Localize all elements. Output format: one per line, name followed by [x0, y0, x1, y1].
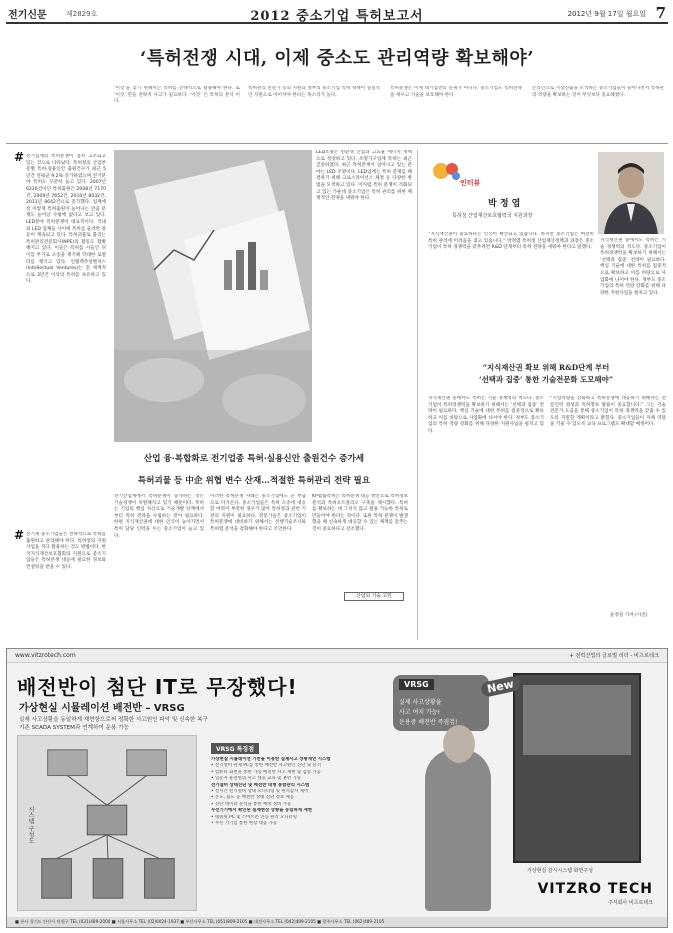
- ad-feature-item: • 전기설비 관제 PC를 통한 배전반 사고원인 진단 및 분석: [211, 763, 321, 769]
- system-diagram: [17, 735, 197, 911]
- pull-quote-line-1: “지식재산권 확보 위해 R&D단계 부터: [482, 363, 610, 372]
- product-screen: [523, 685, 631, 755]
- ad-feature-item: • 온도, 습도 등 배전반 상태 진단 정보 제공: [211, 795, 295, 801]
- ad-headline: 배전반이 첨단 IT로 무장했다!: [17, 675, 298, 699]
- system-diagram-label: 시스템 구성도: [27, 806, 34, 844]
- ad-brand-slogan: + 전력산업의 글로벌 리더 - 비츠로테크: [569, 653, 659, 659]
- ad-feature-item: • 입문자 운전원의 사고 대응 교육 및 훈련 가능: [211, 776, 302, 782]
- portrait-photo: [598, 152, 664, 234]
- ad-website-link[interactable]: www.vitzrotech.com: [15, 652, 76, 659]
- article-col-4: 이러한 특허분쟁 사례는 중소기업에도 큰 부담으로 다가온다. 중소기업들은 특허 소송에 대응할 여력이 부족한 경우가 많아 특허청과 관련 기관의 지원이 필요하다. 전문가들은 중소기업이 특허분쟁에 대비하기 위해서는 선행기술조사와 특허맵 분석을 강화해야 한다고 조언한다.: [210, 494, 306, 532]
- hash-mark: #: [14, 528, 25, 542]
- vrsg-badge: VRSG: [399, 679, 434, 690]
- interview-col-4: “기업역량을 강화하고 특허분쟁에 대응하기 위해서는 전문인력 양성과 특허정보 활용이 중요합니다.” 그는 기술 전문가 도움을 통해 중소기업이 특허 경쟁력을 갖출 수 있도록 지원할 계획이라고 밝혔다. 중소기업들이 자체 역량을 키울 수 있도록 교육 프로그램도 확대할 예정이다.: [550, 396, 666, 428]
- newspaper-logo: 전기신문: [8, 10, 47, 21]
- ad-feature-item: • 태블릿 PC 및 스마트폰 연동 원격 모니터링: [211, 814, 297, 820]
- ad-feature-item: 무선기기에서 확인된 실제현장 상황을 동일하게 재현: [211, 808, 312, 814]
- bubble-text-3: 운용중 배전반 즉점검!: [399, 719, 458, 726]
- ad-subheadline: 가상현실 시뮬레이션 배전반 – VRSG: [19, 703, 185, 714]
- ad-feature-title: VRSG 특징점: [211, 743, 259, 754]
- advertisement: [6, 648, 668, 928]
- interviewee-affiliation: 특허청 산업재산보호협력국 지원과장: [452, 213, 533, 219]
- section-title: 2012 중소기업 특허보고서: [250, 9, 424, 24]
- ad-feature-item: • 컴퓨터 화면을 통한 가상 배전반 사고 재현 및 검증 가능: [211, 769, 321, 775]
- page-headline: ‘특허전쟁 시대, 이제 중소도 관리역량 확보해야’: [139, 48, 534, 69]
- lede-col-1: ‘이것’을 찾기 위해서는 특허를 전략적으로 활용해야 한다. 또 ‘이것’ 만들 전략적 사고가 필요하다. ‘이것’ 은 특허의 분석 이다.: [114, 86, 240, 104]
- ad-tagline-2: 기존 SCADA SYSTEM과 연계하여 운용 가능: [19, 725, 129, 731]
- pull-quote-line-2: ‘선택과 집중’ 통한 기술전문화 도모해야”: [479, 375, 613, 384]
- article-col-1b: 전기계 중소기업들은 전략적으로 특허를 출원하고 관리해야 한다. 특허청의 지원사업을 적극 활용하는 것도 방법이다. 한국지식재산보호협회의 지원으로 중소기업들은 특허분쟁 대응에 필요한 정보와 컨설팅을 받을 수 있다.: [26, 532, 106, 570]
- ad-feature-item: • 진단 데이터 분석을 통한 예방 정비 가능: [211, 801, 292, 807]
- product-caption: 가상현실 감시시스템 화면구성: [527, 868, 593, 874]
- network-diagram-icon: [18, 736, 196, 910]
- interview-pull-quote: [424, 362, 668, 386]
- photo-caption: 산업의 기술 고민: [344, 592, 404, 601]
- hands-on-documents-photo: [114, 150, 312, 442]
- ad-feature-item: • 무선 기기를 통한 현장 대응 가능: [211, 821, 278, 827]
- divider-line: [6, 143, 668, 144]
- issue-number: 제2829호: [66, 10, 98, 18]
- subheadline-2: 특허괴물 등 中企 위협 변수 산재…적절한 특허관리 전략 필요: [137, 476, 371, 486]
- subheadline-1: 산업 융·복합화로 전기업종 특허·실용신안 출원건수 증가세: [143, 454, 365, 464]
- ad-tagline-1: 실제 사고상황을 동일하게 재현함으로써 정확한 사고원인 파악 및 신속한 복구: [19, 717, 208, 723]
- column-divider: [417, 150, 418, 640]
- lede-col-3: 특허분쟁은 이제 대기업만의 문제가 아니다. 중소기업도 특허전략을 세우고 기술을 보호해야 한다.: [390, 86, 522, 98]
- interview-col-2: 지식재산권 중에서도 특허는 기술 경쟁력의 척도다. 중소기업이 특허경쟁력을 확보하기 위해서는 ‘선택과 집중’ 전략이 필요하다. 핵심 기술에 대한 특허를 집중적으로 확보하고 이를 바탕으로 사업화에 나서야 한다. 정부도 중소기업의 특허 역량 강화를 위해 다양한 지원사업을 펼치고 있다.: [600, 238, 666, 296]
- new-badge: New: [480, 675, 521, 698]
- interview-label: 인터뷰: [460, 179, 481, 187]
- ad-model-head: [443, 725, 475, 763]
- ad-model-body: [425, 749, 491, 911]
- article-photo: [114, 150, 312, 442]
- vrsg-switchgear-product: [513, 673, 641, 863]
- lede-col-2: 특허관리 전문가 등의 지원과 정부의 중소기업 특허 정책이 실질적인 지원으로 이어져야 한다는 목소리가 높다.: [248, 86, 380, 98]
- page-number: 7: [655, 4, 666, 22]
- vitzro-tech-logo: VITZRO TECH: [537, 881, 653, 897]
- interviewee-portrait: [598, 152, 664, 234]
- interviewee-name: 박 정 엽: [488, 199, 521, 209]
- bubble-text-2: 사고 여지 가능!: [399, 709, 440, 716]
- article-col-3: 전기산업계에서 특허분쟁이 증가하는 것은 기술경쟁이 치열해지고 있기 때문이다. 특허는 기업의 핵심 자산으로 기술개발 단계에서부터 특허 전략을 수립하는 것이 필요하다. 한편 지식재산권에 대한 인식이 높아지면서 특허 담당 인력을 두는 중소기업이 늘고 있다.: [114, 494, 204, 539]
- ad-contact-footer: ■ 본사 경기도 안산시 단원구 TEL (031)489-2000 ■ 서울사무소 TEL (02)6024-1937 ■ 부산사무소 TEL (051)809-2105 ■ 대전사무소 TEL (042)489-2105 ■ 광주사무소 TEL (062)489-2105: [7, 917, 667, 927]
- ad-top-bar: [7, 649, 667, 663]
- ad-feature-item: • 실시간 전기설비 상태 모니터링 및 원격감시 제어: [211, 789, 309, 795]
- ad-feature-list: [211, 757, 411, 827]
- article-col-1: 전기업계의 특허분쟁이 점차 고조되고 있는 것으로 나타났다. 특허청의 산업부문별 특허·실용신안 출원건수가 최근 5년간 연평균 9.2% 증가하였으며 전기분야 특허도 꾸준히 늘고 있다. 2007년 6226건이던 특허출원은 2008년 7170건, 2009년 7652건, 2010년 8032건, 2011년 8642건으로 증가했다. 업계에선 이렇게 특허출원이 늘어나는 만큼 분쟁도 늘어날 수밖에 없다고 보고 있다. LED분야 특허분쟁이 대표적이다. 국내외 LED 업체들 사이에 특허를 둘러싼 갈등이 계속되고 있다. 특허괴물로 불리는 특허관리전문회사(NPE)의 활동도 활발해지고 있다. 이들은 특허를 사들인 뒤 이를 무기로 소송을 제기해 막대한 로열티를 챙기고 있다. 인텔렉추얼벤처스(Intellectual Ventures)는 전 세계적으로 3만건 이상의 특허를 보유하고 있다.: [26, 154, 106, 285]
- ad-feature-item: 가상현실 시뮬레이션 기반을 이용한 실제사고 상황재연 시스템: [211, 757, 331, 762]
- ad-feature-item: 전기설비 상태진단 및 배전반 대형 통합관리 시스템: [211, 782, 310, 788]
- hash-mark: #: [14, 150, 25, 164]
- article-col-2: LED조명은 친환경 산업과 고효율 에너지 정책으로 성장하고 있다. 조명기구업계 특허는 최근 급증하였다. 최근 특허분쟁이 일어나고 있는 분야는 LED 조명이다. LED업계는 특허 문제를 해결하기 위해 크로스라이선스 체결 등 다양한 방법을 모색하고 있다. 이처럼 특허 분쟁이 격화되고 있는 가운데 중소기업은 특허 관리를 위한 체계적인 전략을 세워야 한다.: [316, 150, 412, 202]
- interview-badge-icon: [432, 160, 462, 182]
- interview-col-1: “지식재산권이 중요하다는 인식이 확산되고 있습니다. 하지만 중소기업은 여전히 특허 관리에 어려움을 겪고 있습니다.” 박정엽 특허청 산업재산정책과 과장은 중소기업이 특허 경쟁력을 갖추려면 R&D 단계부터 특허 전략을 세워야 한다고 말했다.: [428, 232, 594, 251]
- reporter-byline: 윤정길 기자 (사진): [610, 613, 648, 618]
- article-col-5: KP법률특허는 특허분쟁 대응 방안으로 특허정보 분석과 특허포트폴리오 구축을 제시했다. 특허를 확보하는 데 그치지 않고 활용 가능한 특허로 만들어야 한다는 것이다. 또한 특허 분쟁이 발생했을 때 신속하게 대응할 수 있는 체계를 갖추는 것이 중요하다고 강조했다.: [312, 494, 408, 532]
- company-name: 주식회사 비츠로테크: [607, 900, 653, 906]
- interview-col-3: 지식재산권 중에서도 특허는 기술 경쟁력의 척도다. 중소기업이 특허경쟁력을 확보하기 위해서는 ‘선택과 집중’ 전략이 필요하다. 핵심 기술에 대한 특허를 집중적으로 확보하고 이를 바탕으로 사업화에 나서야 한다. 정부도 중소기업의 특허 역량 강화를 위해 다양한 지원사업을 펼치고 있다.: [428, 396, 544, 434]
- bubble-text-1: 실제 사고상황을: [399, 699, 442, 706]
- issue-date: 2012년 9월 17일 월요일: [567, 10, 646, 18]
- masthead: [6, 4, 668, 24]
- lede-col-4: 온라인으로 시장진출을 모색하는 중소기업들이 늘어나면서 특허관리 역량을 확보하는 것이 무엇보다 중요해졌다.: [532, 86, 664, 98]
